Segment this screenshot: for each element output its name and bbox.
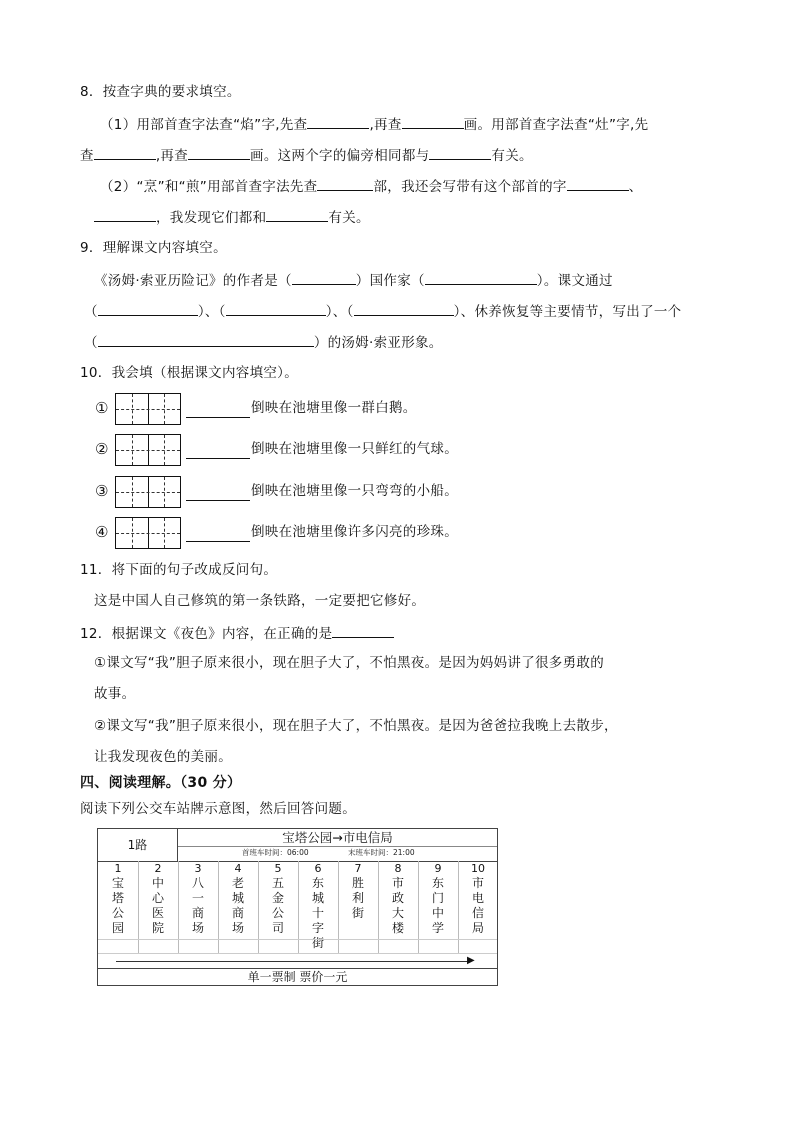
item-text: 倒映在池塘里像一只弯弯的小船。: [251, 483, 458, 499]
stop-name-char: 一: [191, 891, 204, 905]
q12-option1-line1: ①课文写“我”胆子原来很小，现在胆子大了，不怕黑夜。是因为妈妈讲了很多勇敢的: [94, 655, 604, 671]
arrowhead-icon: ▶: [467, 955, 475, 966]
q8-part1-line2: [80, 144, 533, 166]
stop-name-char: 场: [231, 921, 244, 935]
answer-blank[interactable]: [317, 175, 373, 191]
bus-stop-sign: [97, 828, 498, 986]
q8-text: 有关。: [328, 210, 370, 226]
item-number: ④: [95, 523, 109, 541]
q9-text: 《汤姆·索亚历险记》的作者是（: [94, 273, 292, 289]
answer-blank[interactable]: [188, 144, 250, 160]
stop-name-char: 宝: [111, 876, 124, 890]
q8-text: 有关。: [491, 148, 533, 164]
stop-name-char: 局: [471, 921, 484, 935]
stop-name-char: 城: [311, 891, 324, 905]
q12-text: 12．根据课文《夜色》内容，在正确的是: [80, 626, 333, 642]
item-number: ①: [95, 399, 109, 417]
q9-text: （: [84, 335, 98, 351]
stop-name-char: 心: [151, 891, 164, 905]
item-number: ③: [95, 482, 109, 500]
stop-name-char: 中: [431, 906, 444, 920]
stop-number: 2: [154, 862, 162, 875]
stop-name-char: 电: [471, 891, 484, 905]
stop-number: 1: [114, 862, 122, 875]
answer-blank[interactable]: [402, 113, 464, 129]
row-divider: [98, 939, 497, 940]
stop-name-char: 市: [471, 876, 484, 890]
q8-text: 查: [80, 148, 94, 164]
q12-option1-line2: 故事。: [94, 686, 136, 702]
answer-blank[interactable]: [266, 206, 328, 222]
tianzige-grid[interactable]: [115, 393, 181, 425]
answer-blank[interactable]: [98, 300, 198, 316]
tianzige-grid[interactable]: [115, 434, 181, 466]
stop-name-char: 金: [271, 891, 284, 905]
stop-name-char: 中: [151, 876, 164, 890]
answer-blank[interactable]: [186, 526, 250, 542]
answer-blank[interactable]: [226, 300, 326, 316]
answer-blank[interactable]: [332, 622, 394, 638]
item-number: ②: [95, 440, 109, 458]
first-bus-time: 首班车时间：06:00: [242, 848, 309, 857]
last-bus-time: 末班车时间：21:00: [348, 848, 415, 857]
stop-number: 8: [394, 862, 402, 875]
q8-text: ,再查: [155, 148, 189, 164]
q10-title: 10．我会填（根据课文内容填空）。: [80, 365, 299, 381]
section-heading: 四、阅读理解。（30 分）: [80, 775, 242, 791]
q8-text: 画。这两个字的偏旁相同都与: [250, 148, 430, 164]
answer-blank[interactable]: [425, 269, 537, 285]
q9-text: ）的汤姆·索亚形象。: [313, 335, 443, 351]
q8-title: 8．按查字典的要求填空。: [80, 84, 241, 100]
answer-blank[interactable]: [186, 402, 250, 418]
stop-number: 10: [471, 862, 485, 875]
q8-text: （1）用部首查字法查“焰”字,先查: [100, 117, 308, 133]
answer-blank[interactable]: [354, 300, 454, 316]
answer-blank[interactable]: [567, 175, 629, 191]
stop-name-char: 塔: [111, 891, 124, 905]
direction-arrow: [116, 961, 471, 962]
q9-text: ）、（: [325, 304, 354, 320]
q9-line2: [84, 300, 681, 322]
fare-info: 单一票制 票价一元: [98, 968, 497, 986]
stop-name-char: 场: [191, 921, 204, 935]
q8-part1-line1: [100, 113, 648, 135]
answer-blank[interactable]: [186, 443, 250, 459]
stop-name-char: 街: [351, 906, 364, 920]
stop-name-char: 利: [351, 891, 364, 905]
answer-blank[interactable]: [307, 113, 369, 129]
q9-text: ）国作家（: [355, 273, 425, 289]
item-text: 倒映在池塘里像一群白鹅。: [251, 400, 417, 416]
answer-blank[interactable]: [186, 485, 250, 501]
stop-name-char: 城: [231, 891, 244, 905]
q9-text: ）、（: [197, 304, 226, 320]
sign-header: [98, 829, 497, 862]
stop-name-char: 市: [391, 876, 404, 890]
stop-name-char: 八: [191, 876, 204, 890]
q12-option2-line2: 让我发现夜色的美丽。: [94, 749, 232, 765]
q9-line3: [84, 331, 443, 353]
item-text: 倒映在池塘里像许多闪亮的珍珠。: [251, 524, 458, 540]
section-intro: 阅读下列公交车站牌示意图，然后回答问题。: [80, 801, 356, 817]
q12-option2-line1: ②课文写“我”胆子原来很小，现在胆子大了，不怕黑夜。是因为爸爸拉我晚上去散步，: [94, 718, 618, 734]
item-text: 倒映在池塘里像一只鲜红的气球。: [251, 441, 458, 457]
row-divider: [98, 953, 497, 954]
answer-blank[interactable]: [94, 144, 156, 160]
stop-name-char: 商: [231, 906, 244, 920]
stop-name-char: 商: [191, 906, 204, 920]
stop-name-char: 信: [471, 906, 484, 920]
stop-name-char: 学: [431, 921, 444, 935]
answer-blank[interactable]: [98, 331, 314, 347]
route-number: 1路: [98, 829, 178, 861]
stop-name-char: 街: [311, 936, 324, 950]
stop-name-char: 公: [111, 906, 124, 920]
answer-blank[interactable]: [292, 269, 356, 285]
stop-name-char: 园: [111, 921, 124, 935]
stop-name-char: 十: [311, 906, 324, 920]
stop-name-char: 大: [391, 906, 404, 920]
stop-name-char: 医: [151, 906, 164, 920]
stop-name-char: 楼: [391, 921, 404, 935]
stop-name-char: 东: [431, 876, 444, 890]
q8-text: 部，我还会写带有这个部首的字: [373, 179, 567, 195]
answer-blank[interactable]: [429, 144, 491, 160]
stop-name-char: 字: [311, 921, 324, 935]
q9-text: ）、休养恢复等主要情节，写出了一个: [453, 304, 682, 320]
tianzige-grid[interactable]: [115, 517, 181, 549]
q9-text: （: [84, 304, 98, 320]
q9-text: ）。课文通过: [536, 273, 613, 289]
q8-text: ,再查: [369, 117, 402, 133]
q8-text: 、: [628, 179, 643, 195]
stop-name-char: 院: [151, 921, 164, 935]
q12-title: [80, 622, 394, 644]
stop-name-char: 公: [271, 906, 284, 920]
tianzige-grid[interactable]: [115, 476, 181, 508]
route-direction: 宝塔公园→市电信局: [178, 830, 497, 847]
stop-name-char: 胜: [351, 876, 364, 890]
stop-name-char: 东: [311, 876, 324, 890]
stop-number: 6: [314, 862, 322, 875]
stop-name-char: 司: [271, 921, 284, 935]
q9-line1: [94, 269, 613, 291]
stop-number: 4: [234, 862, 242, 875]
q8-part2-line1: [100, 175, 642, 197]
stop-name-char: 政: [391, 891, 404, 905]
answer-blank[interactable]: [94, 206, 156, 222]
stop-name-char: 老: [231, 876, 244, 890]
q11-sentence: 这是中国人自己修筑的第一条铁路，一定要把它修好。: [94, 593, 426, 609]
stop-number: 5: [274, 862, 282, 875]
stop-number: 9: [434, 862, 442, 875]
stop-number: 7: [354, 862, 362, 875]
q11-title: 11．将下面的句子改成反问句。: [80, 562, 278, 578]
stop-number: 3: [194, 862, 202, 875]
q8-text: 画。用部首查字法查“灶”字,先: [463, 117, 649, 133]
q8-part2-line2: [94, 206, 370, 228]
q8-text: （2）“烹”和“煎”用部首查字法先查: [100, 179, 318, 195]
stop-name-char: 五: [271, 876, 284, 890]
q9-title: 9．理解课文内容填空。: [80, 240, 227, 256]
stop-name-char: 门: [431, 891, 444, 905]
q8-text: ，我发现它们都和: [156, 210, 267, 226]
